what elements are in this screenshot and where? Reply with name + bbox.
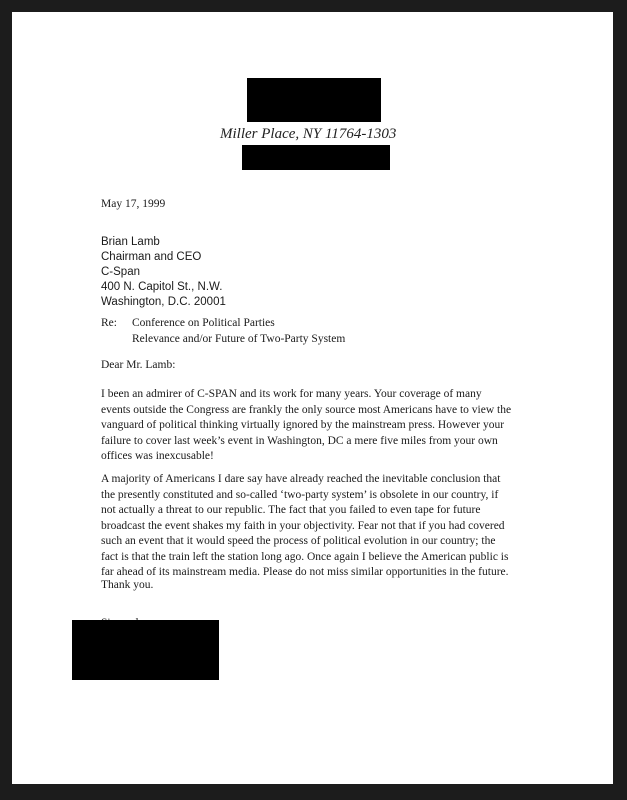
subject-re-label: Re:	[101, 317, 117, 329]
redacted-sender-name	[247, 78, 381, 122]
recipient-title: Chairman and CEO	[101, 251, 202, 263]
paragraph-line: not actually a threat to our republic. The fact that you failed to even tape for future	[101, 504, 481, 516]
subject-line-1: Conference on Political Parties	[132, 317, 275, 329]
paragraph-line: offices was inexcusable!	[101, 450, 214, 462]
closing-thanks: Thank you.	[101, 579, 154, 591]
paragraph-line: broadcast the event shakes my faith in your objectivity. Fear not that if you had covered	[101, 519, 505, 532]
recipient-street: 400 N. Capitol St., N.W.	[101, 281, 223, 293]
paragraph-line: A majority of Americans I dare say have already reached the inevitable conclusion that	[101, 473, 501, 485]
paragraph-line: the presently constituted and so-called ‘two-party system’ is obsolete in our country, if	[101, 488, 499, 501]
paragraph-line: far ahead of its mainstream media. Please do not miss similar opportunities in the future.	[101, 566, 509, 578]
sender-city-line: Miller Place, NY 11764-1303	[220, 126, 397, 142]
salutation: Dear Mr. Lamb:	[101, 359, 176, 371]
paragraph-line: events outside the Congress are frankly the only source most Americans have to view the	[101, 403, 512, 416]
paragraph-line: such an event that it would speed the process of political evolution in our country; the	[101, 535, 496, 547]
body-paragraph-1	[101, 387, 606, 465]
letter-page	[12, 12, 613, 784]
paragraph-line: I been an admirer of C-SPAN and its work for many years. Your coverage of many	[101, 388, 482, 400]
redacted-signature	[72, 620, 219, 680]
paragraph-line: vanguard of political thinking virtually ignored by the mainstream press. However your	[101, 419, 505, 431]
subject-line-2: Relevance and/or Future of Two-Party System	[132, 333, 346, 345]
letter-date: May 17, 1999	[101, 198, 166, 210]
recipient-organization: C-Span	[101, 266, 140, 278]
body-paragraph-2	[101, 472, 606, 581]
recipient-city: Washington, D.C. 20001	[101, 296, 226, 308]
paragraph-line: failure to cover last week’s event in Washington, DC a mere five miles from your own	[101, 434, 498, 447]
paragraph-line: fact is that the train left the station long ago. Once again I believe the American public is	[101, 550, 509, 563]
redacted-sender-contact	[242, 145, 390, 170]
recipient-name: Brian Lamb	[101, 236, 160, 248]
